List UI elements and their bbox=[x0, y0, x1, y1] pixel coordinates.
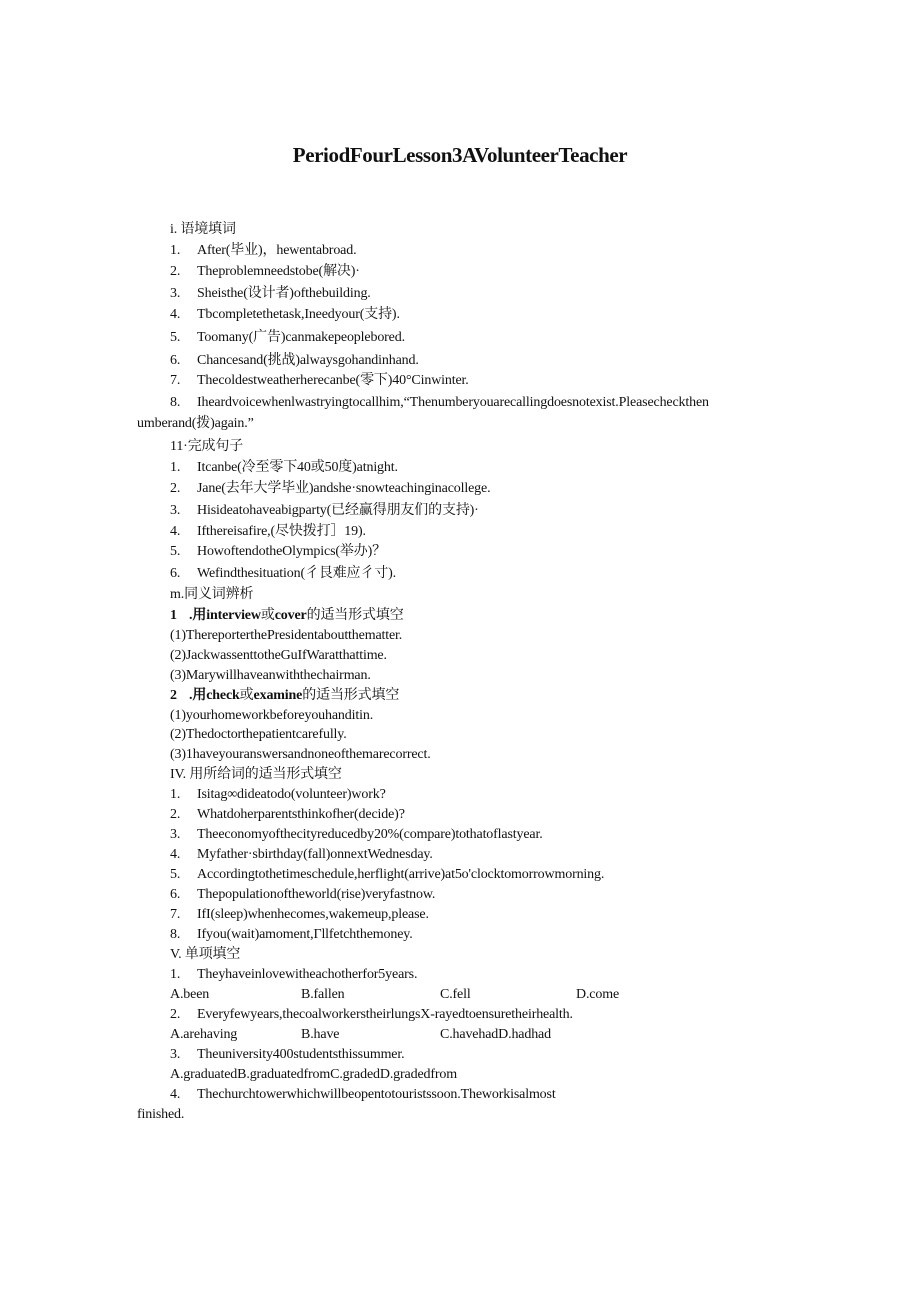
option: A.been bbox=[170, 987, 210, 1002]
item-text: Theuniversity400studentsthissummer. bbox=[197, 1047, 405, 1062]
exercise-item bbox=[170, 866, 604, 884]
question bbox=[170, 1046, 404, 1064]
item-text: Tbcompletethetask,Ineedyour(支持). bbox=[197, 307, 400, 322]
item-text: Thechurchtowerwhichwillbeopentotouristssoon.Theworkisalmost bbox=[197, 1087, 556, 1102]
exercise-item bbox=[170, 285, 371, 303]
question bbox=[170, 1006, 573, 1024]
item-text: Theyhaveinlovewitheachotherfor5years. bbox=[197, 967, 418, 982]
subsection-heading bbox=[170, 607, 404, 625]
item-text: Ifyou(wait)amoment,Γllfetchthemoney. bbox=[197, 927, 413, 942]
item-number: 7. bbox=[170, 907, 181, 922]
item-text: Toomany(广告)canmakepeoplebored. bbox=[197, 330, 405, 345]
subsection-prefix: .用 bbox=[189, 608, 207, 623]
item-text: Everyfewyears,thecoalworkerstheirlungsX-rayedtoensuretheirhealth. bbox=[197, 1007, 573, 1022]
item-text: Thepopulationoftheworld(rise)veryfastnow. bbox=[197, 887, 436, 902]
exercise-item bbox=[170, 502, 479, 520]
item-number: 5. bbox=[170, 330, 181, 345]
page-title: PeriodFourLesson3AVolunteerTeacher bbox=[292, 143, 628, 167]
exercise-item bbox=[170, 242, 356, 260]
item-number: 7. bbox=[170, 373, 181, 388]
exercise-item bbox=[170, 480, 490, 498]
item-number: 1. bbox=[170, 967, 181, 982]
subsection-number: 1 bbox=[170, 608, 177, 623]
item-text: Accordingtothetimeschedule,herflight(arrive)at5o'clocktomorrowmorning. bbox=[197, 867, 605, 882]
item-number: 1. bbox=[170, 787, 181, 802]
item-text-continuation: umberand(拨)again.” bbox=[137, 416, 254, 431]
exercise-item: (3)Marywillhaveanwiththechairman. bbox=[170, 668, 371, 683]
exercise-item bbox=[170, 886, 435, 904]
subsection-suffix: 的适当形式填空 bbox=[302, 688, 400, 703]
item-number: 4. bbox=[170, 524, 181, 539]
subsection-conjunction: 或 bbox=[260, 608, 275, 623]
exercise-item: (1)yourhomeworkbeforeyouhanditin. bbox=[170, 708, 374, 723]
exercise-item bbox=[170, 565, 396, 583]
exercise-item: (1)ThereporterthePresidentaboutthematter. bbox=[170, 628, 403, 643]
item-text: Wefindthesituation(彳艮难应彳寸). bbox=[197, 566, 396, 581]
item-number: 4. bbox=[170, 847, 181, 862]
section-heading: IV. 用所给词的适当形式填空 bbox=[170, 767, 342, 782]
item-text: Sheisthe(设计者)ofthebuilding. bbox=[197, 286, 371, 301]
keyword: examine bbox=[253, 688, 303, 703]
keyword: cover bbox=[274, 608, 307, 623]
item-text: IfI(sleep)whenhecomes,wakemeup,please. bbox=[197, 907, 429, 922]
exercise-item bbox=[170, 846, 433, 864]
item-text: Isitag∞dideatodo(volunteer)work? bbox=[197, 787, 386, 802]
option: C.havehadD.hadhad bbox=[440, 1027, 551, 1042]
item-number: 1. bbox=[170, 460, 181, 475]
item-number: 8. bbox=[170, 395, 181, 410]
item-text: Chancesand(挑战)alwaysgohandinhand. bbox=[197, 353, 419, 368]
item-number: 1. bbox=[170, 243, 181, 258]
section-heading: V. 单项填空 bbox=[170, 947, 241, 962]
options-row: A.graduatedB.graduatedfromC.gradedD.gradedfrom bbox=[170, 1067, 457, 1082]
exercise-item bbox=[170, 926, 413, 944]
item-number: 3. bbox=[170, 503, 181, 518]
question bbox=[170, 1086, 556, 1104]
option: C.fell bbox=[440, 987, 471, 1002]
exercise-item bbox=[170, 786, 386, 804]
item-number: 4. bbox=[170, 1087, 181, 1102]
question bbox=[170, 966, 417, 984]
item-text: Theproblemneedstobe(解决)· bbox=[197, 264, 360, 279]
item-number: 4. bbox=[170, 307, 181, 322]
exercise-item bbox=[170, 263, 360, 281]
item-number: 2. bbox=[170, 807, 181, 822]
exercise-item: (2)Thedoctorthepatientcarefully. bbox=[170, 727, 347, 742]
item-text: Theeconomyofthecityreducedby20%(compare)tothatoflastyear. bbox=[197, 827, 543, 842]
keyword: check bbox=[206, 688, 240, 703]
item-text: Whatdoherparentsthinkofher(decide)? bbox=[197, 807, 405, 822]
item-text: Itcanbe(冷至零下40或50度)atnight. bbox=[197, 460, 398, 475]
option: D.come bbox=[576, 987, 620, 1002]
subsection-prefix: .用 bbox=[189, 688, 207, 703]
keyword: interview bbox=[206, 608, 261, 623]
item-text: Ifthereisafire,(尽快拨打］19). bbox=[197, 524, 366, 539]
item-text-continuation: finished. bbox=[137, 1107, 185, 1122]
item-text: HowoftendotheOlympics(举办)？ bbox=[197, 544, 386, 559]
exercise-item bbox=[170, 306, 400, 324]
subsection-number: 2 bbox=[170, 688, 177, 703]
item-number: 3. bbox=[170, 827, 181, 842]
exercise-item bbox=[170, 906, 429, 924]
exercise-item bbox=[170, 372, 469, 390]
item-text: After(毕业)，hewentabroad. bbox=[197, 243, 357, 258]
item-number: 5. bbox=[170, 867, 181, 882]
exercise-item bbox=[170, 394, 709, 412]
item-text: Myfather·sbirthday(fall)onnextWednesday. bbox=[197, 847, 433, 862]
option: B.fallen bbox=[301, 987, 345, 1002]
section-heading: m.同义词辨析 bbox=[170, 587, 254, 602]
item-text: Hisideatohaveabigparty(已经赢得朋友们的支持)· bbox=[197, 503, 479, 518]
option: A.arehaving bbox=[170, 1027, 238, 1042]
exercise-item bbox=[170, 806, 405, 824]
exercise-item bbox=[170, 329, 405, 347]
exercise-item bbox=[170, 826, 543, 844]
exercise-item: (2)JackwassenttotheGuIfWaratthattime. bbox=[170, 648, 387, 663]
item-number: 3. bbox=[170, 286, 181, 301]
item-number: 8. bbox=[170, 927, 181, 942]
subsection-conjunction: 或 bbox=[239, 688, 254, 703]
option: B.have bbox=[301, 1027, 340, 1042]
section-heading: i. 语境填词 bbox=[170, 222, 236, 237]
exercise-item: (3)1haveyouranswersandnoneofthemarecorrect. bbox=[170, 747, 431, 762]
item-text: Iheardvoicewhenlwastryingtocallhim,“Thenumberyouarecallingdoesnotexist.Pleasecheckthen bbox=[197, 395, 709, 410]
item-number: 6. bbox=[170, 353, 181, 368]
item-text: Jane(去年大学毕业)andshe·snowteachinginacollege. bbox=[197, 481, 491, 496]
exercise-item bbox=[170, 352, 419, 370]
section-heading: 11·完成句子 bbox=[170, 439, 244, 454]
item-text: Thecoldestweatherherecanbe(零下)40°Cinwinter. bbox=[197, 373, 469, 388]
item-number: 6. bbox=[170, 887, 181, 902]
subsection-suffix: 的适当形式填空 bbox=[306, 608, 404, 623]
exercise-item bbox=[170, 543, 386, 561]
exercise-item bbox=[170, 459, 398, 477]
subsection-heading bbox=[170, 687, 399, 705]
item-number: 6. bbox=[170, 566, 181, 581]
item-number: 2. bbox=[170, 481, 181, 496]
item-number: 2. bbox=[170, 264, 181, 279]
item-number: 5. bbox=[170, 544, 181, 559]
item-number: 2. bbox=[170, 1007, 181, 1022]
exercise-item bbox=[170, 523, 366, 541]
item-number: 3. bbox=[170, 1047, 181, 1062]
